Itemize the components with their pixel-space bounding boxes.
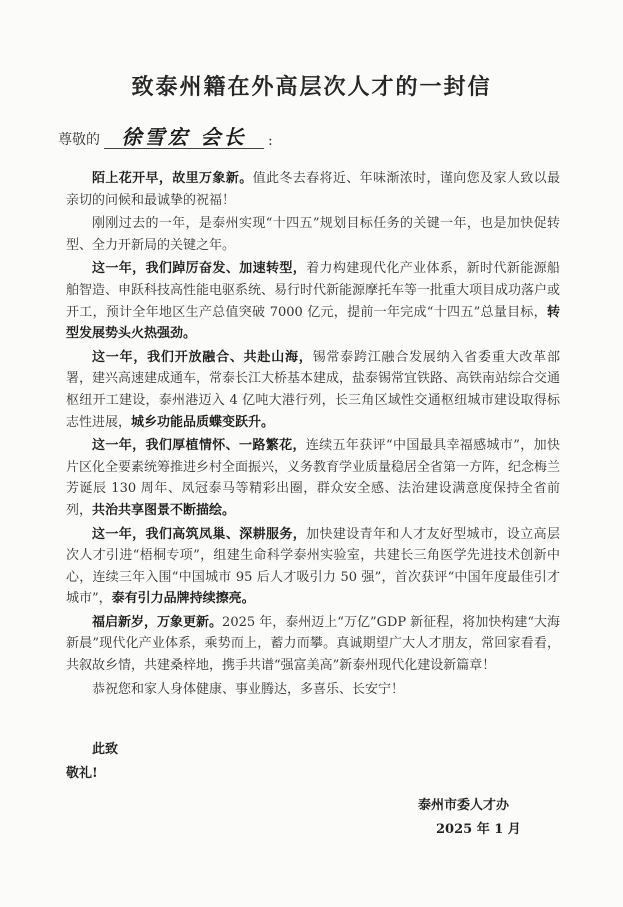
letter-body — [66, 168, 560, 702]
paragraph-lead: 福启新岁，万象更新。 — [92, 614, 223, 630]
paragraph — [66, 168, 560, 211]
salutation — [58, 126, 578, 149]
paragraph — [66, 435, 560, 521]
paragraph-text: 值此冬去春将近、年味渐浓时，谨向您及家人致以最亲切的问候和最诚挚的祝福！ — [66, 171, 560, 208]
paragraph-tail: 泰有引力品牌持续擦亮。 — [111, 591, 255, 607]
signature-block — [418, 794, 538, 842]
paragraph-text: 2025 年，泰州迈上“万亿”GDP 新征程，将加快构建“大海新晨”现代化产业体系，乘势而上，蓄力而攀。真诚期望广大人才朋友，常回家看看，共叙故乡情，共建桑梓地，携手共谱“强富美高”新泰州现代化建设新篇章！ — [66, 614, 560, 674]
paragraph-lead: 这一年，我们高筑凤巢、深耕服务， — [92, 526, 307, 542]
paragraph-text: 锡常泰跨江融合发展纳入省委重大改革部署，建兴高速建成通车，常泰长江大桥基本建成，盐泰锡常宜铁路、高铁南站综合交通枢纽开工建设，泰州港迈入 4 亿吨大港行列，长三角区域性交通枢纽城市建设取得标志性进展， — [66, 349, 561, 430]
signature-date: 2025 年 1 月 — [436, 822, 521, 837]
letter-title: 致泰州籍在外高层次人才的一封信 — [131, 74, 492, 100]
paragraph — [66, 612, 560, 677]
paragraph-text: 加快建设青年和人才友好型城市，设立高层次人才引进“梧桐专项”，组建生命科学泰州实验室，共建长三角医学先进技术创新中心，连续三年入围“中国城市 95 后人才吸引力 50 强”，首次获评“中国年度最佳引才城市”， — [66, 526, 560, 607]
paragraph-tail: 转型发展势头火热强劲。 — [66, 304, 560, 342]
signature-org: 泰州市委人才办 — [418, 798, 510, 813]
paragraph-tail: 共治共享图景不断描绘。 — [92, 502, 236, 518]
paragraph — [66, 258, 560, 344]
paragraph-tail: 城乡功能品质蝶变跃升。 — [131, 414, 275, 430]
paragraph — [66, 524, 560, 610]
salutation-prefix: 尊敬的 — [58, 132, 100, 148]
recipient-name: 徐雪宏 会长 — [104, 126, 264, 149]
paragraph-lead: 这一年，我们开放融合、共赴山海， — [92, 349, 313, 365]
paragraph — [66, 347, 560, 433]
closing — [66, 738, 118, 786]
paragraph-text: 连续五年获评“中国最具幸福感城市”，加快片区化全要素统筹推进乡村全面振兴，义务教育学业质量稳居全省第一方阵，纪念梅兰芳诞辰 130 周年、凤冠泰马等精彩出圈，群众安全感、法治建设满意度保持全省前列， — [66, 438, 561, 518]
paragraph — [66, 213, 560, 256]
paragraph — [66, 679, 560, 701]
closing-line-2: 敬礼! — [66, 766, 98, 781]
salutation-colon: : — [268, 133, 273, 149]
paragraph-lead: 这一年，我们厚植情怀、一路繁花， — [92, 438, 306, 454]
paragraph-text: 恭祝您和家人身体健康、事业腾达，多喜乐、长安宁！ — [92, 681, 405, 697]
paragraph-text: 着力构建现代化产业体系，新时代新能源船舶智造、申跃科技高性能电驱系统、易行时代新能源摩托车等一批重大项目成功落户或开工，预计全年地区生产总值突破 7000 亿元，提前一年完成“十四五”总量目标， — [66, 261, 561, 320]
paragraph-lead: 陌上花开早，故里万象新。 — [92, 171, 253, 186]
closing-line-1: 此致 — [92, 742, 119, 757]
paragraph-lead: 这一年，我们踔厉奋发、加速转型， — [92, 261, 307, 277]
paragraph-text: 刚刚过去的一年，是泰州实现“十四五”规划目标任务的关键一年，也是加快促转型、全力开新局的关键之年。 — [66, 216, 560, 253]
